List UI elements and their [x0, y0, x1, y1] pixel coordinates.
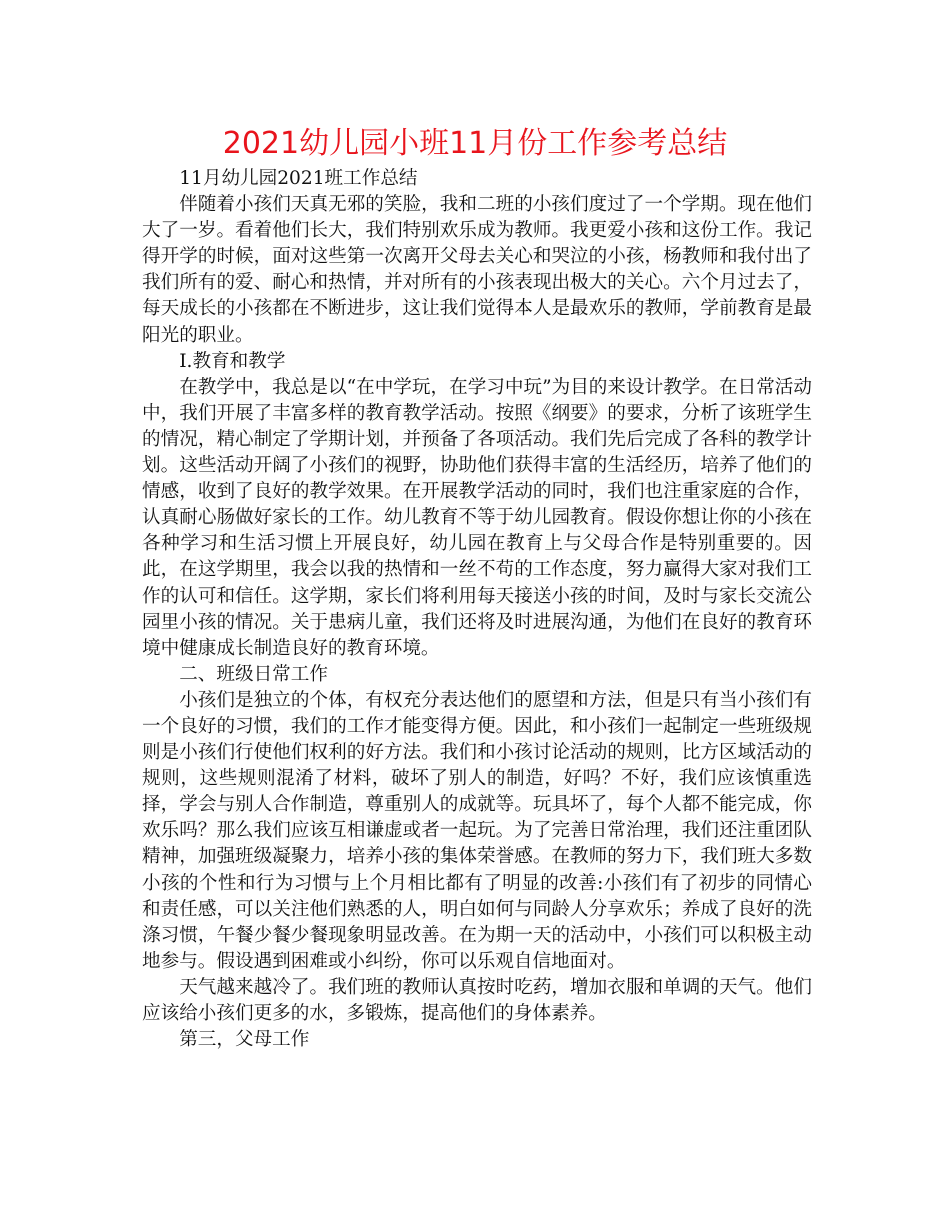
paragraph-teaching: 在教学中，我总是以“在中学玩，在学习中玩”为目的来设计教学。在日常活动中，我们开展了丰富多样的教育教学活动。按照《纲要》的要求，分析了该班学生的情况，精心制定了学期计划，并预备了各项活动。我们先后完成了各科的教学计划。这些活动开阔了小孩们的视野，协助他们获得丰富的生活经历，培养了他们的情感，收到了良好的教学效果。在开展教学活动的同时，我们也注重家庭的合作，认真耐心肠做好家长的工作。幼儿教育不等于幼儿园教育。假设你想让你的小孩在各种学习和生活习惯上开展良好，幼儿园在教育上与父母合作是特别重要的。因此，在这学期里，我会以我的热情和一丝不苟的工作态度，努力赢得大家对我们工作的认可和信任。这学期，家长们将利用每天接送小孩的时间，及时与家长交流公园里小孩的情况。关于患病儿童，我们还将及时进展沟通，为他们在良好的教育环境中健康成长制造良好的教育环境。: [142, 376, 812, 659]
document-body: [142, 166, 812, 1053]
document-title: 2021幼儿园小班11月份工作参考总结: [222, 126, 728, 161]
paragraph-intro: 伴随着小孩们天真无邪的笑脸，我和二班的小孩们度过了一个学期。现在他们大了一岁。看着他们长大，我们特别欢乐成为教师。我更爱小孩和这份工作。我记得开学的时候，面对这些第一次离开父母去关心和哭泣的小孩，杨教师和我付出了我们所有的爱、耐心和热情，并对所有的小孩表现出极大的关心。六个月过去了，每天成长的小孩都在不断进步，这让我们觉得本人是最欢乐的教师，学前教育是最阳光的职业。: [142, 194, 812, 346]
section-heading-daily-work: 二、班级日常工作: [179, 663, 328, 685]
section-heading-teaching: Ⅰ.教育和教学: [179, 350, 286, 372]
paragraph-subtitle: 11月幼儿园2021班工作总结: [179, 168, 418, 189]
paragraph-weather: 天气越来越冷了。我们班的教师认真按时吃药，增加衣服和单调的天气。他们应该给小孩们更多的水，多锻炼，提高他们的身体素养。: [142, 976, 812, 1024]
paragraph-daily-work: 小孩们是独立的个体，有权充分表达他们的愿望和方法，但是只有当小孩们有一个良好的习惯，我们的工作才能变得方便。因此，和小孩们一起制定一些班级规则是小孩们行使他们权利的好方法。我们和小孩讨论活动的规则，比方区域活动的规则，这些规则混淆了材料，破坏了别人的制造，好吗？不好，我们应该慎重选择，学会与别人合作制造，尊重别人的成就等。玩具坏了，每个人都不能完成，你欢乐吗？那么我们应该互相谦虚或者一起玩。为了完善日常治理，我们还注重团队精神，加强班级凝聚力，培养小孩的集体荣誉感。在教师的努力下，我们班大多数小孩的个性和行为习惯与上个月相比都有了明显的改善:小孩们有了初步的同情心和责任感，可以关注他们熟悉的人，明白如何与同龄人分享欢乐；养成了良好的洗涤习惯，午餐少餐少餐现象明显改善。在为期一天的活动中，小孩们可以积极主动地参与。假设遇到困难或小纠纷，你可以乐观自信地面对。: [142, 689, 812, 972]
section-heading-parents: 第三，父母工作: [179, 1029, 310, 1051]
